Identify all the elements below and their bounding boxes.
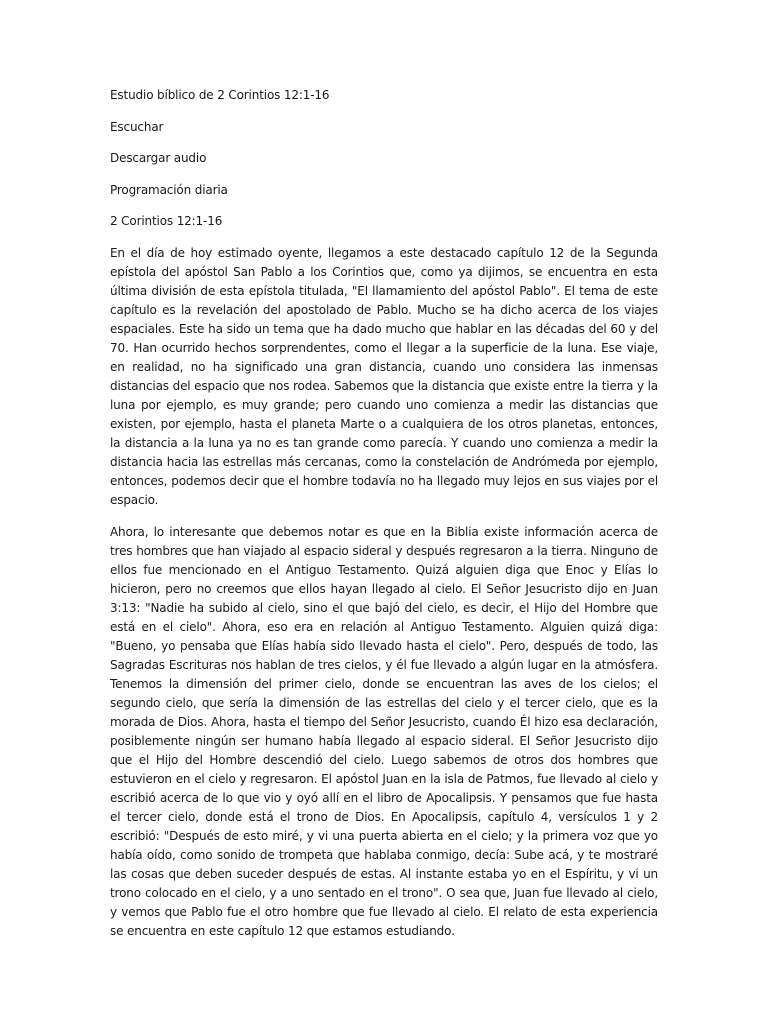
document-page	[110, 86, 658, 955]
daily-schedule-link[interactable]: Programación diaria	[110, 182, 228, 197]
body-paragraph-1: En el día de hoy estimado oyente, llegamos a este destacado capítulo 12 de la Segunda epístola del apóstol San Pablo a los Corintios que, como ya dijimos, se encuentra en esta última división de esta epístola titulada, "El llamamiento del apóstol Pablo". El tema de este capítulo es la revelación del apostolado de Pablo. Mucho se ha dicho acerca de los viajes espaciales. Este ha sido un tema que ha dado mucho que hablar en las décadas del 60 y del 70. Han ocurrido hechos sorprendentes, como el llegar a la superficie de la luna. Ese viaje, en realidad, no ha significado una gran distancia, cuando uno considera las inmensas distancias del espacio que nos rodea. Sabemos que la distancia que existe entre la tierra y la luna por ejemplo, es muy grande; pero cuando uno comienza a medir las distancias que existen, por ejemplo, hasta el planeta Marte o a cualquiera de los otros planetas, entonces, la distancia a la luna ya no es tan grande como parecía. Y cuando uno comienza a medir la distancia hacia las estrellas más cercanas, como la constelación de Andrómeda por ejemplo, entonces, podemos decir que el hombre todavía no ha llegado muy lejos en sus viajes por el espacio.	[110, 245, 658, 507]
body-paragraph-2: Ahora, lo interesante que debemos notar es que en la Biblia existe información acerca de tres hombres que han viajado al espacio sideral y después regresaron a la tierra. Ninguno de ellos fue mencionado en el Antiguo Testamento. Quizá alguien diga que Enoc y Elías lo hicieron, pero no creemos que ellos hayan llegado al cielo. El Señor Jesucristo dijo en Juan 3:13: "Nadie ha subido al cielo, sino el que bajó del cielo, es decir, el Hijo del Hombre que está en el cielo". Ahora, eso era en relación al Antiguo Testamento. Alguien quizá diga: "Bueno, yo pensaba que Elías había sido llevado hasta el cielo". Pero, después de todo, las Sagradas Escrituras nos hablan de tres cielos, y él fue llevado a algún lugar en la atmósfera. Tenemos la dimensión del primer cielo, donde se encuentran las aves de los cielos; el segundo cielo, que sería la dimensión de las estrellas del cielo y el tercer cielo, que es la morada de Dios. Ahora, hasta el tiempo del Señor Jesucristo, cuando Él hizo esa declaración, posiblemente ningún ser humano había llegado al espacio sideral. El Señor Jesucristo dijo que el Hijo del Hombre descendió del cielo. Luego sabemos de otros dos hombres que estuvieron en el cielo y regresaron. El apóstol Juan en la isla de Patmos, fue llevado al cielo y escribió acerca de lo que vio y oyó allí en el libro de Apocalipsis. Y pensamos que fue hasta el tercer cielo, donde está el trono de Dios. En Apocalipsis, capítulo 4, versículos 1 y 2 escribió: "Después de esto miré, y vi una puerta abierta en el cielo; y la primera voz que yo había oído, como sonido de trompeta que hablaba conmigo, decía: Sube acá, y te mostraré las cosas que deben suceder después de estas. Al instante estaba yo en el Espíritu, y vi un trono colocado en el cielo, y a uno sentado en el trono". O sea que, Juan fue llevado al cielo, y vemos que Pablo fue el otro hombre que fue llevado al cielo. El relato de esta experiencia se encuentra en este capítulo 12 que estamos estudiando.	[110, 525, 658, 938]
document-title: Estudio bíblico de 2 Corintios 12:1-16	[110, 88, 330, 102]
scripture-reference: 2 Corintios 12:1-16	[110, 214, 223, 228]
download-audio-link[interactable]: Descargar audio	[110, 151, 207, 165]
listen-link[interactable]: Escuchar	[110, 119, 164, 134]
